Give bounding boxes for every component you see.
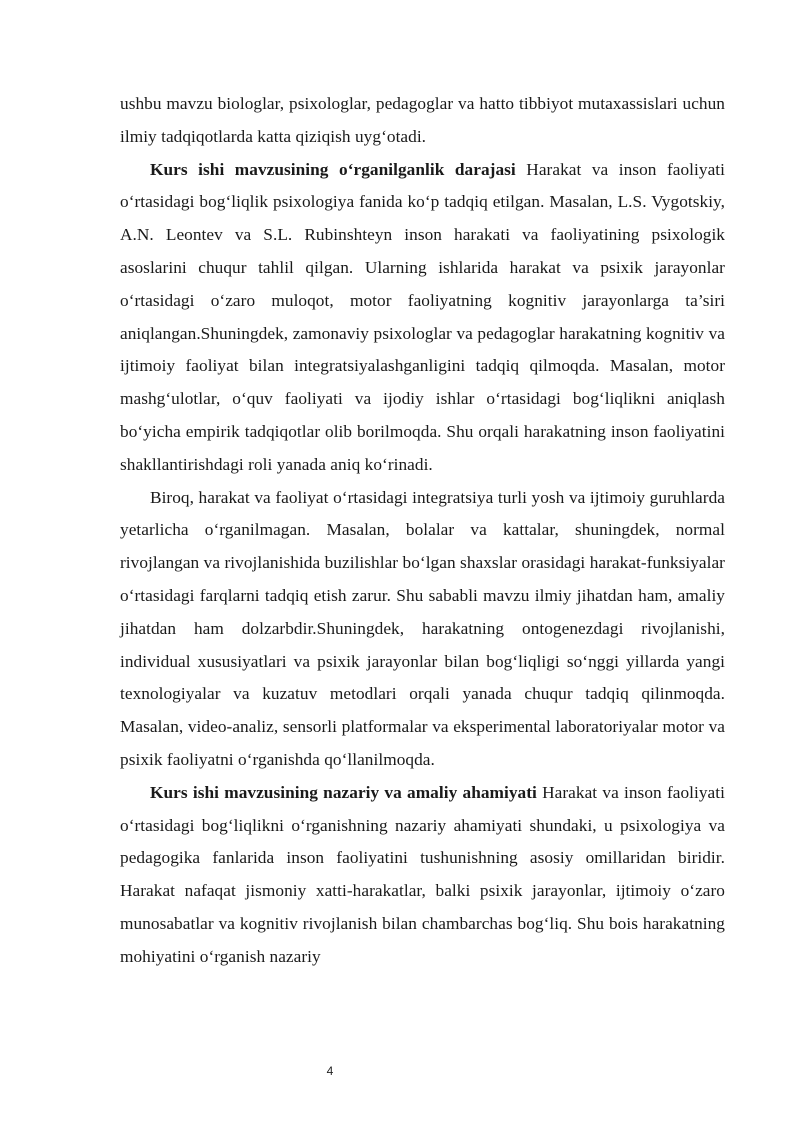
paragraph-text: Harakat va inson faoliyati o‘rtasidagi bog‘liqlikni o‘rganishning nazariy ahamiyati shundaki, u psixologiya va pedagogika fanlarida inson faoliyatini tushunishning asosiy omillaridan biridir. Harakat nafaqat jismoniy xatti-harakatlar, balki psixik jarayonlar, ijtimoiy o‘zaro munosabatlar va kognitiv rivojlanish bilan chambarchas bog‘liq. Shu bois harakatning mohiyatini o‘rganish nazariy xyxy=(120,782,725,966)
paragraph-significance xyxy=(120,777,725,974)
document-page xyxy=(120,88,725,1048)
paragraph-continuation xyxy=(120,88,725,154)
paragraph-study-level xyxy=(120,154,725,482)
paragraph-text: Harakat va inson faoliyati o‘rtasidagi bog‘liqlik psixologiya fanida ko‘p tadqiq etilgan. Masalan, L.S. Vygotskiy, A.N. Leontev va S.L. Rubinshteyn inson harakati va faoliyatining psixologik asoslarini chuqur tahlil qilgan. Ularning ishlarida harakat va psixik jarayonlar o‘rtasidagi o‘zaro muloqot, motor faoliyatning kognitiv jarayonlarga ta’siri aniqlangan.Shuningdek, zamonaviy psixologlar va pedagoglar harakatning kognitiv va ijtimoiy faoliyat bilan integratsiyalashganligini tadqiq qilmoqda. Masalan, motor mashg‘ulotlar, o‘quv faoliyati va ijodiy ishlar o‘rtasidagi bog‘liqlikni aniqlash bo‘yicha empirik tadqiqotlar olib borilmoqda. Shu orqali harakatning inson faoliyatini shakllantirishdagi roli yanada aniq ko‘rinadi. xyxy=(120,159,725,474)
section-heading-study-level: Kurs ishi mavzusining o‘rganilganlik darajasi xyxy=(150,159,516,179)
paragraph-integration xyxy=(120,482,725,777)
page-number: 4 xyxy=(326,1064,334,1078)
paragraph-text: Biroq, harakat va faoliyat o‘rtasidagi integratsiya turli yosh va ijtimoiy guruhlarda yetarlicha o‘rganilmagan. Masalan, bolalar va kattalar, shuningdek, normal rivojlangan va rivojlanishida buzilishlar bo‘lgan shaxslar orasidagi harakat-funksiyalar o‘rtasidagi farqlarni tadqiq etish zarur. Shu sababli mavzu ilmiy jihatdan ham, amaliy jihatdan ham dolzarbdir.Shuningdek, harakatning ontogenezdagi rivojlanishi, individual xususiyatlari va psixik jarayonlar bilan bog‘liqligi so‘nggi yillarda yangi texnologiyalar va kuzatuv metodlari orqali yanada chuqur tadqiq qilinmoqda. Masalan, video-analiz, sensorli platformalar va eksperimental laboratoriyalar motor va psixik faoliyatni o‘rganishda qo‘llanilmoqda. xyxy=(120,487,725,769)
section-heading-significance: Kurs ishi mavzusining nazariy va amaliy ahamiyati xyxy=(150,782,537,802)
paragraph-text: ushbu mavzu biologlar, psixologlar, pedagoglar va hatto tibbiyot mutaxassislari uchun ilmiy tadqiqotlarda katta qiziqish uyg‘otadi. xyxy=(120,94,725,146)
